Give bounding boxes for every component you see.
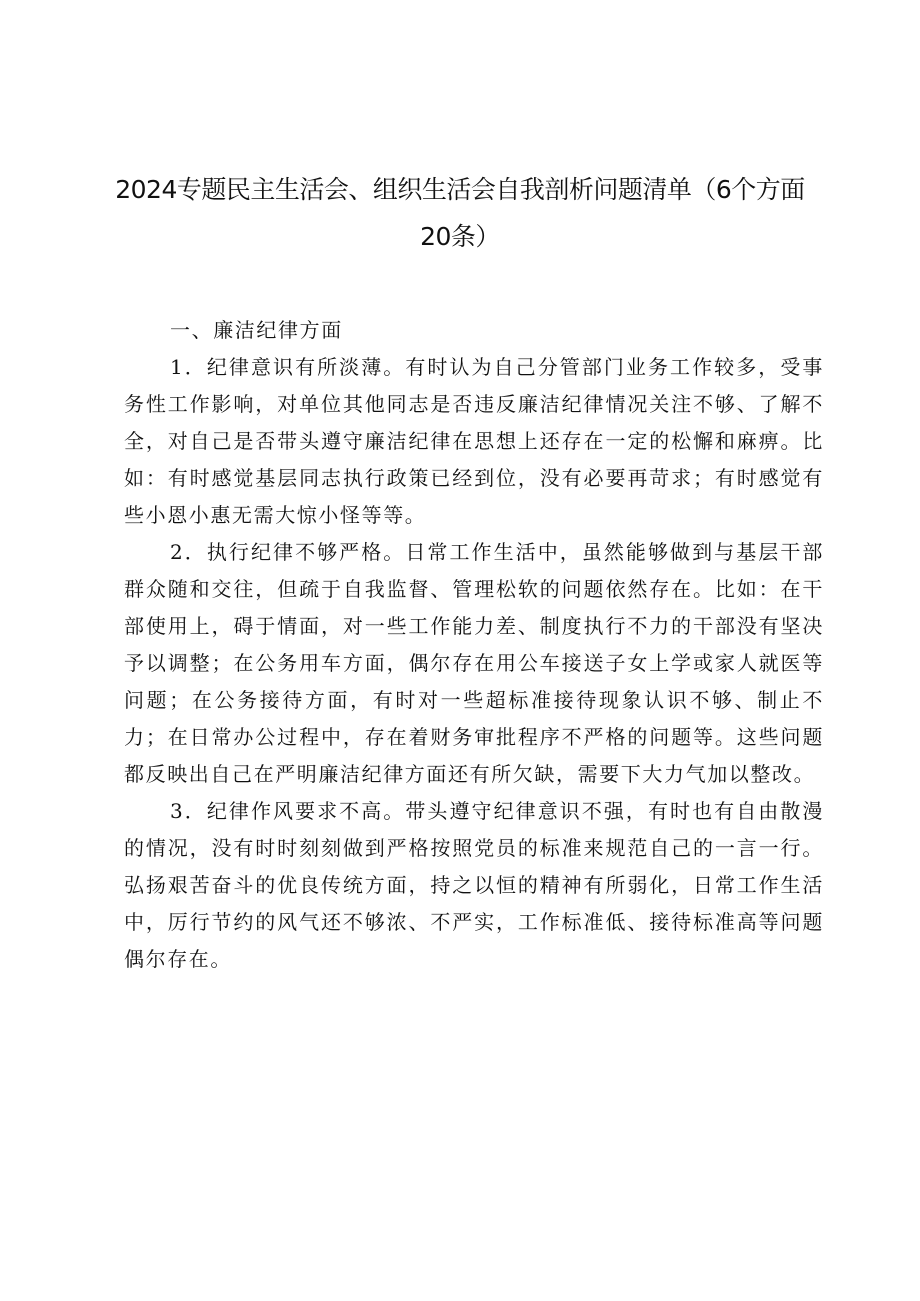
- paragraph-2: 2．执行纪律不够严格。日常工作生活中，虽然能够做到与基层干部群众随和交往，但疏于自我监督、管理松软的问题依然存在。比如：在干部使用上，碍于情面，对一些工作能力差、制度执行不力的干部没有坚决予以调整；在公务用车方面，偶尔存在用公车接送子女上学或家人就医等问题；在公务接待方面，有时对一些超标准接待现象认识不够、制止不力；在日常办公过程中，存在着财务审批程序不严格的问题等。这些问题都反映出自己在严明廉洁纪律方面还有所欠缺，需要下大力气加以整改。: [124, 540, 824, 786]
- paragraph-1: 1．纪律意识有所淡薄。有时认为自己分管部门业务工作较多，受事务性工作影响，对单位其他同志是否违反廉洁纪律情况关注不够、了解不全，对自己是否带头遵守廉洁纪律在思想上还存在一定的松懈和麻痹。比如：有时感觉基层同志执行政策已经到位，没有必要再苛求；有时感觉有些小恩小惠无需大惊小怪等等。: [124, 355, 824, 527]
- document-body: [124, 312, 824, 978]
- section-heading: 一、廉洁纪律方面: [170, 318, 343, 342]
- document-title: 2024专题民主生活会、组织生活会自我剖析问题清单（6个方面20条）: [115, 175, 805, 251]
- paragraph-3: 3．纪律作风要求不高。带头遵守纪律意识不强，有时也有自由散漫的情况，没有时时刻刻做到严格按照党员的标准来规范自己的一言一行。弘扬艰苦奋斗的优良传统方面，持之以恒的精神有所弱化，日常工作生活中，厉行节约的风气还不够浓、不严实，工作标准低、接待标准高等问题偶尔存在。: [124, 799, 824, 971]
